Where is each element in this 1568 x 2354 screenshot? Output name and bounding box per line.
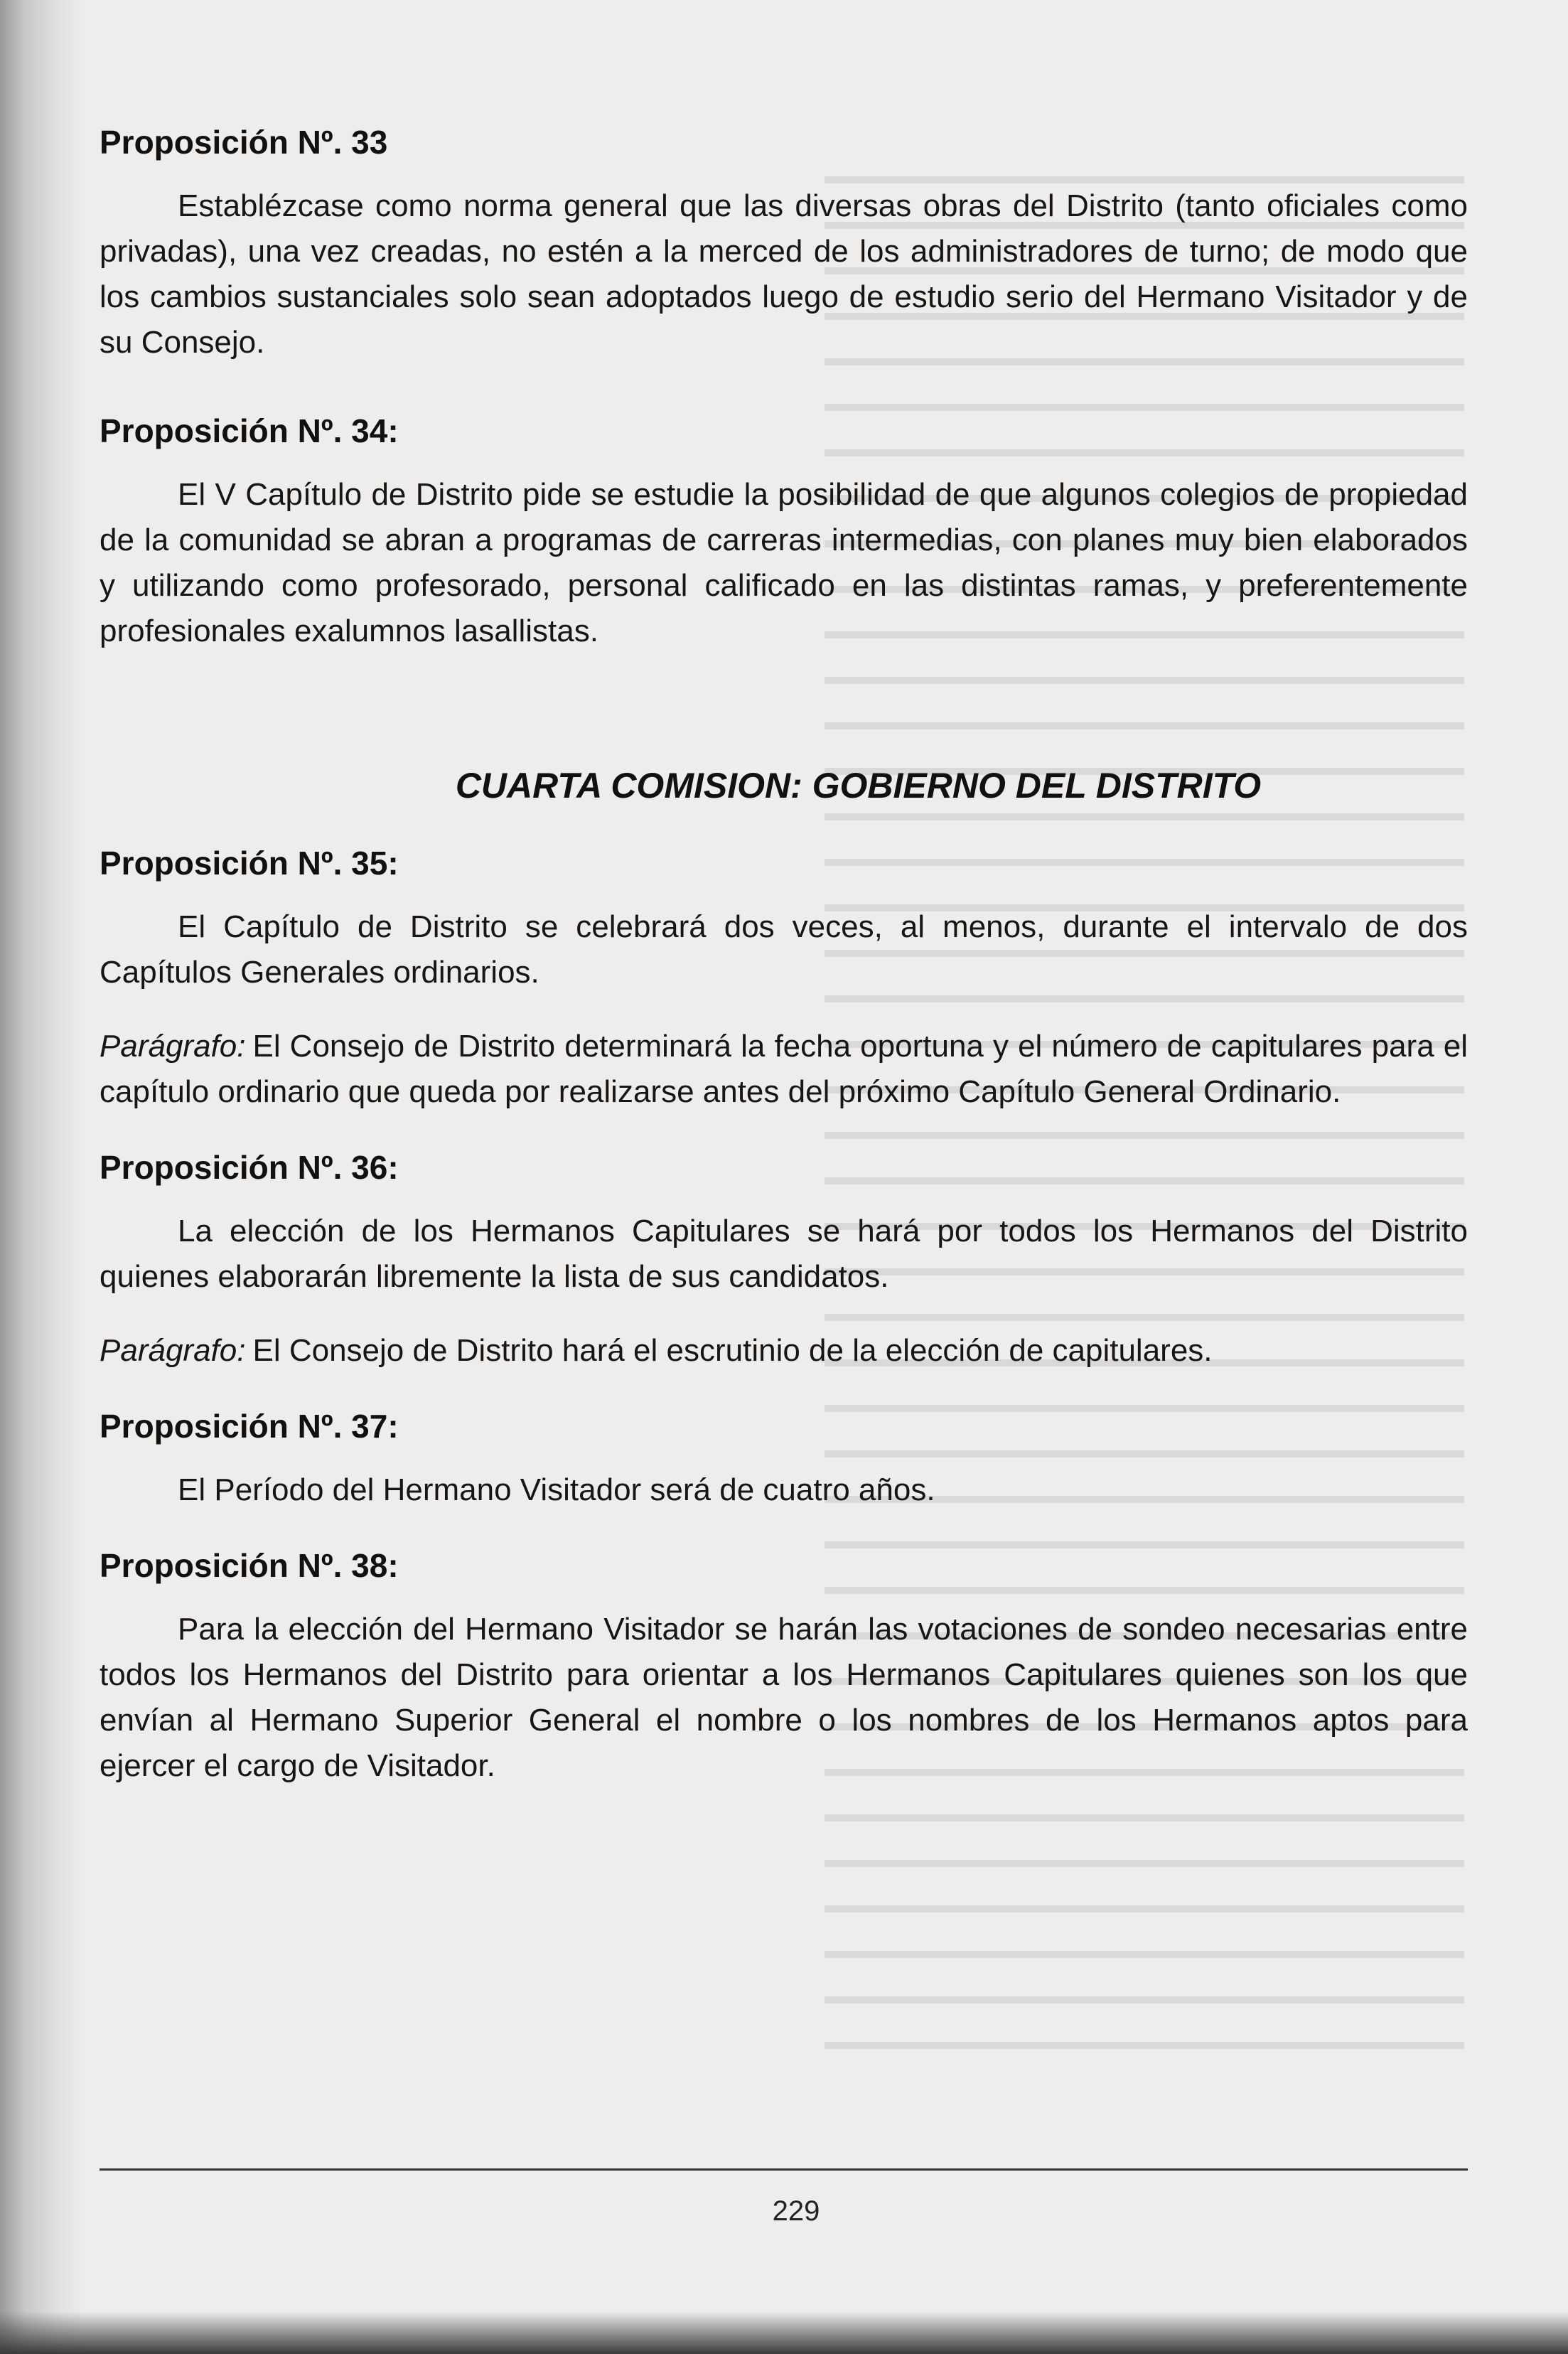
footer-rule — [100, 2168, 1468, 2171]
proposition-34-heading: Proposición Nº. 34: — [100, 412, 399, 449]
paragrafo-text: El Consejo de Distrito hará el escrutinio de la elección de capitulares. — [252, 1333, 1213, 1368]
proposition-37-heading: Proposición Nº. 37: — [100, 1408, 399, 1445]
page-content — [100, 121, 1468, 1789]
proposition-33-heading: Proposición Nº. 33 — [100, 124, 388, 161]
proposition-37-text: El Período del Hermano Visitador será de cuatro años. — [178, 1472, 935, 1507]
proposition-35-paragrafo — [100, 1024, 1468, 1115]
proposition-38-heading: Proposición Nº. 38: — [100, 1547, 399, 1584]
proposition-35-heading: Proposición Nº. 35: — [100, 845, 399, 882]
binding-shadow — [0, 0, 85, 2354]
paragrafo-label: Parágrafo: — [100, 1029, 246, 1064]
proposition-33-text: Establézcase como norma general que las diversas obras del Distrito (tanto oficiales como privadas), una vez creadas, no estén a la merced de los administradores de turno; de modo que los cambios sustanciales solo sean adoptados luego de estudio serio del Hermano Visitador y de su Consejo. — [100, 188, 1468, 360]
proposition-36-text: La elección de los Hermanos Capitulares se hará por todos los Hermanos del Distrito quienes elaborarán libremente la lista de sus candidatos. — [100, 1214, 1468, 1294]
proposition-38-text: Para la elección del Hermano Visitador se harán las votaciones de sondeo necesarias entre todos los Hermanos del Distrito para orientar a los Hermanos Capitulares quienes son los que envían al Hermano Superior General el nombre o los nombres de los Hermanos aptos para ejercer el cargo de Visitador. — [100, 1612, 1468, 1783]
bottom-shadow — [0, 2311, 1568, 2354]
page-number: 229 — [772, 2195, 820, 2227]
proposition-36-heading: Proposición Nº. 36: — [100, 1149, 399, 1186]
proposition-36-paragrafo — [100, 1328, 1468, 1374]
proposition-35-text: El Capítulo de Distrito se celebrará dos veces, al menos, durante el intervalo de dos Capítulos Generales ordinarios. — [100, 909, 1468, 990]
proposition-34-text: El V Capítulo de Distrito pide se estudie la posibilidad de que algunos colegios de propiedad de la comunidad se abran a programas de carreras intermedias, con planes muy bien elaborados y utilizando como profesorado, personal calificado en las distintas ramas, y preferentemente profesionales exalumnos lasallistas. — [100, 477, 1468, 648]
paragrafo-text: El Consejo de Distrito determinará la fecha oportuna y el número de capitulares para el capítulo ordinario que queda por realizarse antes del próximo Capítulo General Ordinario. — [100, 1029, 1468, 1109]
commission-title: CUARTA COMISION: GOBIERNO DEL DISTRITO — [455, 766, 1262, 806]
paragrafo-label: Parágrafo: — [100, 1333, 246, 1368]
